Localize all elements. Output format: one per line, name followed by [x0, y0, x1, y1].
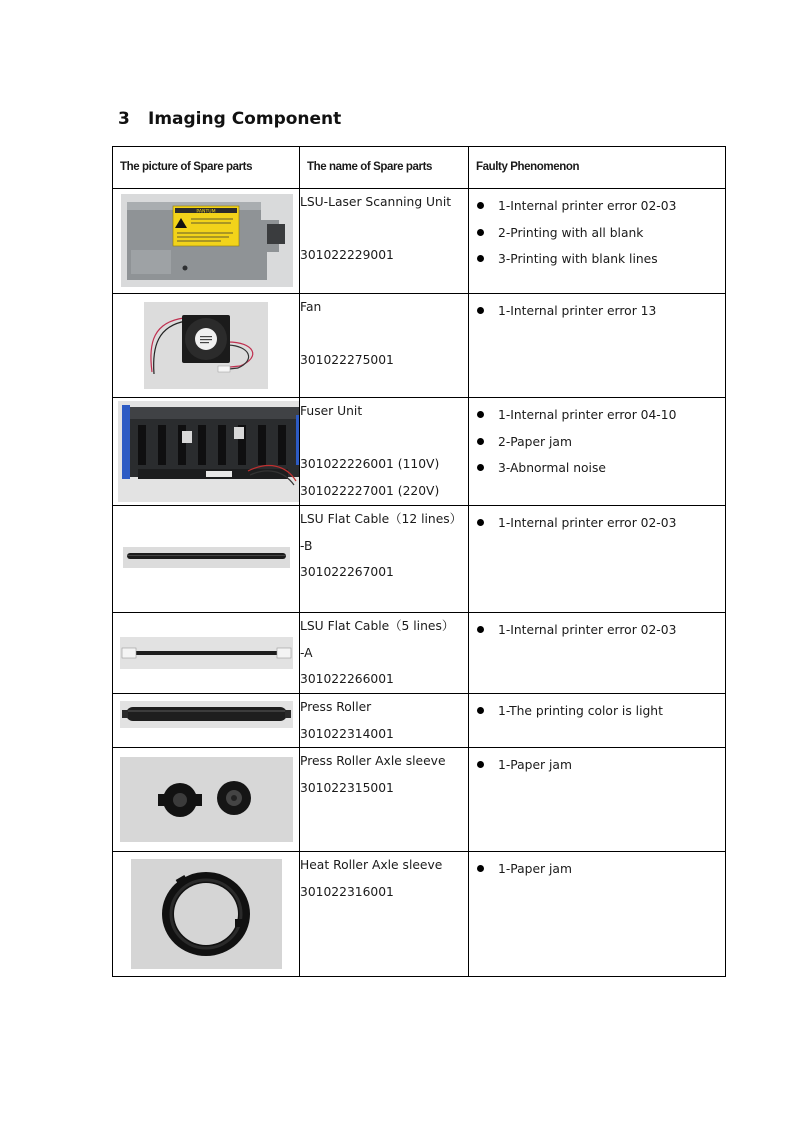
fault-item: 2-Printing with all blank	[477, 220, 725, 247]
part-name-spacer	[300, 321, 468, 348]
fault-item: 1-Internal printer error 02-03	[477, 617, 725, 644]
fan-photo	[144, 302, 268, 389]
picture-cell	[113, 189, 300, 294]
picture-cell	[113, 748, 300, 852]
spare-parts-table	[112, 146, 726, 977]
bullet-icon	[477, 707, 484, 714]
fault-cell	[469, 398, 726, 506]
part-name: Press Roller	[300, 700, 372, 714]
fault-item: 1-Paper jam	[477, 856, 725, 883]
part-number: 301022227001 (220V)	[300, 483, 440, 498]
picture-cell	[113, 294, 300, 398]
name-cell	[300, 694, 469, 748]
name-cell	[300, 294, 469, 398]
fault-item: 3-Printing with blank lines	[477, 246, 725, 273]
table-row	[113, 852, 726, 977]
lsu-flat-cable-12-photo	[123, 547, 290, 568]
fault-item: 1-Internal printer error 02-03	[477, 193, 725, 220]
part-name: LSU Flat Cable（12 lines）	[300, 512, 462, 526]
bullet-icon	[477, 438, 484, 445]
fault-cell	[469, 748, 726, 852]
fault-item: 3-Abnormal noise	[477, 455, 725, 482]
table-row	[113, 398, 726, 506]
fault-item: 1-Paper jam	[477, 752, 725, 779]
bullet-icon	[477, 202, 484, 209]
table-row	[113, 189, 726, 294]
table-row	[113, 294, 726, 398]
section-heading	[118, 109, 341, 129]
fuser-unit-photo	[118, 401, 300, 502]
part-name: Press Roller Axle sleeve	[300, 754, 446, 768]
part-name: LSU-Laser Scanning Unit	[300, 195, 452, 209]
picture-cell	[113, 852, 300, 977]
bullet-icon	[477, 519, 484, 526]
table-row	[113, 694, 726, 748]
bullet-icon	[477, 411, 484, 418]
header-name: The name of Spare parts	[300, 147, 469, 189]
fault-cell	[469, 189, 726, 294]
header-picture: The picture of Spare parts	[113, 147, 300, 189]
bullet-icon	[477, 761, 484, 768]
name-cell	[300, 506, 469, 613]
heat-roller-axle-sleeve-photo	[131, 859, 282, 969]
bullet-icon	[477, 464, 484, 471]
fault-item: 1-The printing color is light	[477, 698, 725, 725]
press-roller-axle-sleeve-photo	[120, 757, 293, 842]
section-title: Imaging Component	[148, 109, 342, 129]
name-cell	[300, 748, 469, 852]
fault-cell	[469, 852, 726, 977]
picture-cell	[113, 613, 300, 694]
table-row	[113, 748, 726, 852]
table-row	[113, 613, 726, 694]
bullet-icon	[477, 626, 484, 633]
fault-item: 1-Internal printer error 13	[477, 298, 725, 325]
picture-cell	[113, 506, 300, 613]
fault-cell	[469, 694, 726, 748]
bullet-icon	[477, 229, 484, 236]
part-name-spacer	[300, 216, 468, 243]
bullet-icon	[477, 255, 484, 262]
part-name-suffix: -B	[300, 538, 313, 553]
part-number: 301022266001	[300, 672, 394, 686]
bullet-icon	[477, 307, 484, 314]
svg-text:PANTUM: PANTUM	[196, 209, 216, 215]
part-number: 301022229001	[300, 248, 394, 262]
bullet-icon	[477, 865, 484, 872]
part-number: 301022267001	[300, 565, 394, 579]
picture-cell	[113, 694, 300, 748]
part-name: Heat Roller Axle sleeve	[300, 858, 443, 872]
part-name: Fuser Unit	[300, 404, 363, 418]
part-name: Fan	[300, 300, 322, 314]
press-roller-photo	[120, 701, 293, 728]
fault-item: 1-Internal printer error 04-10	[477, 402, 725, 429]
name-cell	[300, 613, 469, 694]
name-cell	[300, 189, 469, 294]
fault-cell	[469, 294, 726, 398]
part-name-spacer	[300, 425, 468, 452]
part-number: 301022316001	[300, 884, 394, 899]
part-name-suffix: -A	[300, 645, 313, 660]
fault-item: 2-Paper jam	[477, 429, 725, 456]
name-cell	[300, 398, 469, 506]
part-number: 301022314001	[300, 726, 394, 741]
name-cell	[300, 852, 469, 977]
header-fault: Faulty Phenomenon	[469, 147, 726, 189]
part-number: 301022226001 (110V)	[300, 457, 440, 471]
part-number: 301022315001	[300, 780, 394, 795]
lsu-flat-cable-5-photo	[120, 637, 293, 669]
section-number: 3	[118, 109, 130, 129]
lsu-laser-scanning-unit-photo	[121, 194, 293, 287]
fault-cell	[469, 613, 726, 694]
picture-cell	[113, 398, 300, 506]
part-name: LSU Flat Cable（5 lines）	[300, 619, 455, 633]
fault-cell	[469, 506, 726, 613]
table-row	[113, 506, 726, 613]
fault-item: 1-Internal printer error 02-03	[477, 510, 725, 537]
table-header-row	[113, 147, 726, 189]
part-number: 301022275001	[300, 353, 394, 367]
